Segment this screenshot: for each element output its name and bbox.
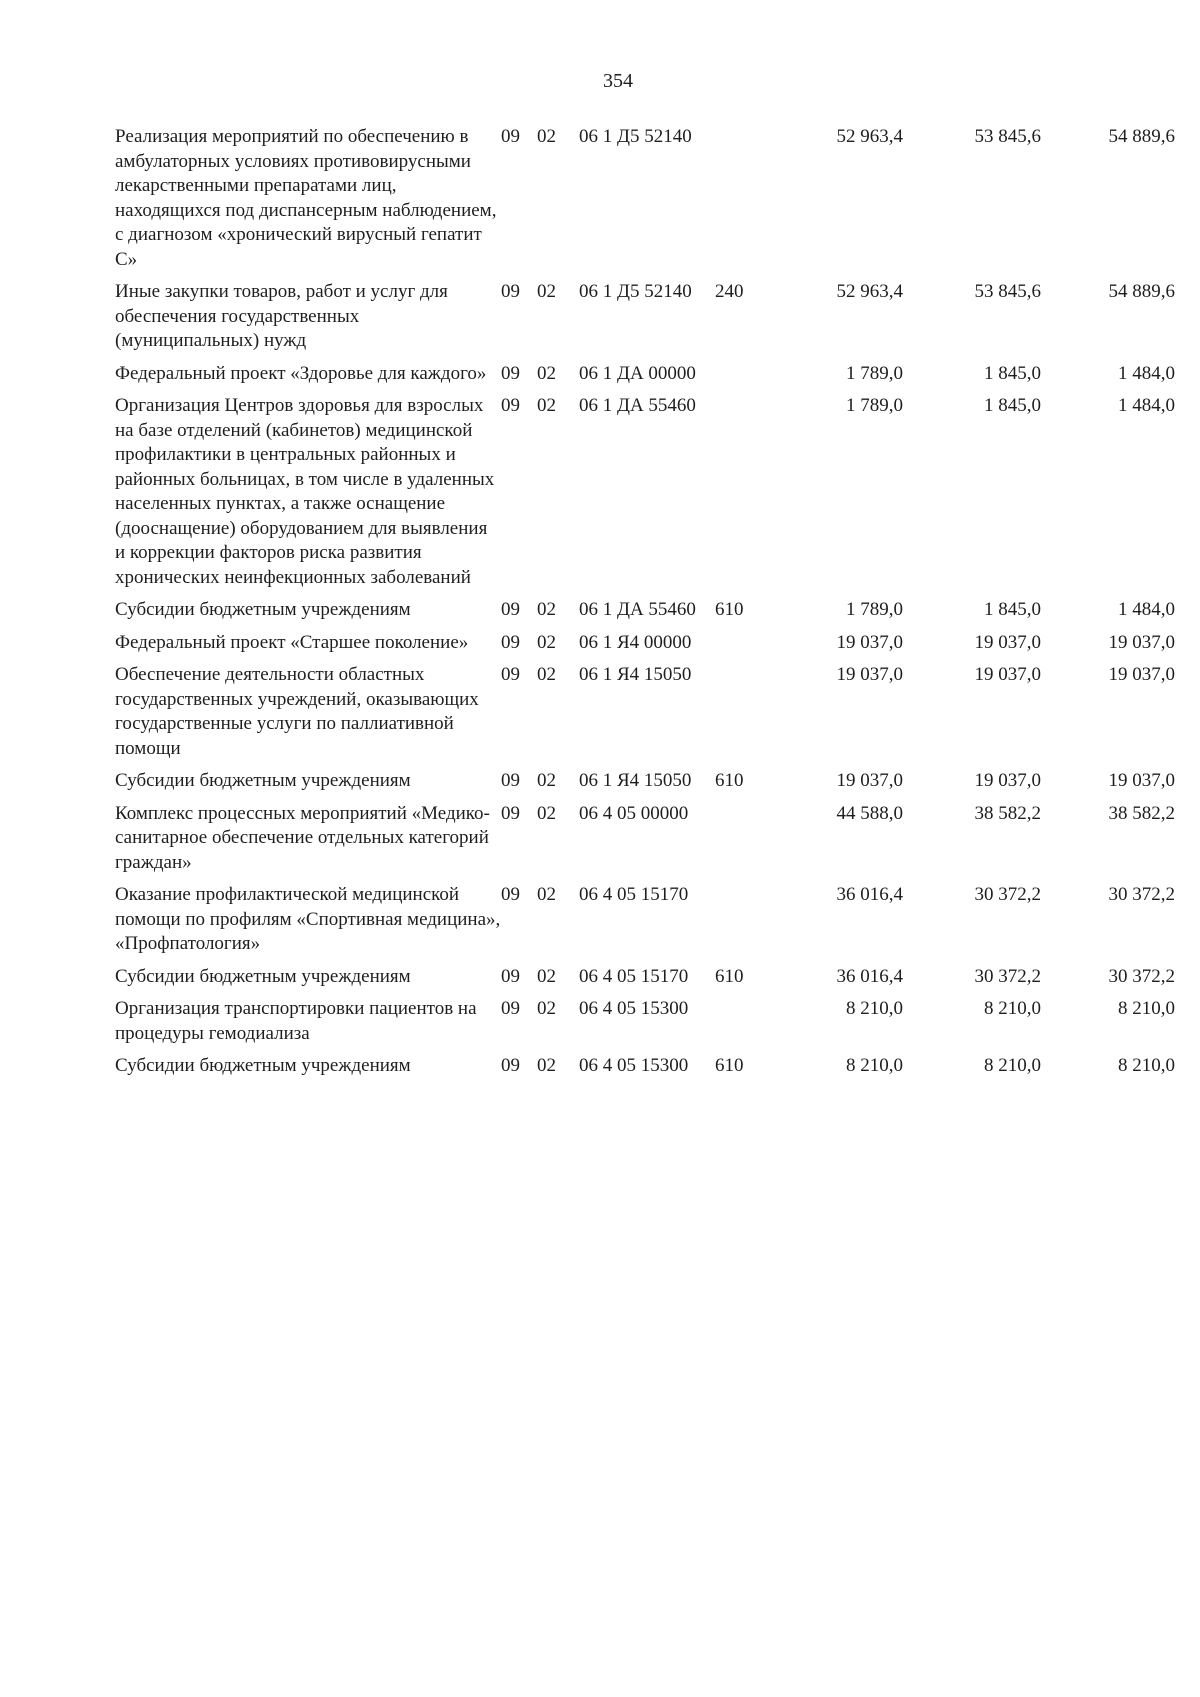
amount-year-1: 8 210,0 — [846, 998, 903, 1019]
expense-type-code — [709, 362, 765, 395]
page-number: 354 — [603, 70, 633, 92]
row-name: Организация Центров здоровья для взрослых на базе отделений (кабинетов) медицинской профилактики в центральных районных и районных больницах, в том числе в удаленных населенных пунктах, а также оснащение (дооснащение) оборудованием для выявления и коррекции факторов риска развития хронических неинфекционных заболеваний — [115, 395, 495, 588]
table-row — [115, 631, 1175, 664]
subsection-code: 02 — [537, 664, 556, 685]
expense-type-code — [709, 125, 765, 280]
subsection-code: 02 — [537, 599, 556, 620]
table-row — [115, 394, 1175, 598]
table-row — [115, 965, 1175, 998]
table-row — [115, 802, 1175, 884]
table-row — [115, 125, 1175, 280]
subsection-code: 02 — [537, 802, 556, 824]
amount-year-1: 36 016,4 — [836, 884, 903, 905]
section-code: 09 — [501, 281, 520, 302]
section-code: 09 — [501, 664, 520, 685]
section-code: 09 — [501, 362, 520, 384]
target-article-code: 06 1 Я4 15050 — [579, 664, 692, 685]
amount-year-1: 52 963,4 — [836, 281, 903, 302]
subsection-code: 02 — [537, 281, 556, 302]
subsection-code: 02 — [537, 770, 556, 791]
row-name: Реализация мероприятий по обеспечению в амбулаторных условиях противовирусными лекарственными препаратами лиц, находящихся под диспансерным наблюдением, с диагнозом «хронический вирусный гепатит С» — [115, 126, 497, 270]
table-row — [115, 997, 1175, 1054]
amount-year-3: 38 582,2 — [1108, 802, 1175, 824]
amount-year-3: 30 372,2 — [1108, 965, 1175, 987]
amount-year-1: 52 963,4 — [836, 126, 903, 147]
target-article-code: 06 1 ДА 55460 — [579, 395, 696, 416]
table-row — [115, 362, 1175, 395]
amount-year-1: 19 037,0 — [836, 770, 903, 791]
expense-type-code — [709, 631, 765, 664]
amount-year-2: 19 037,0 — [974, 664, 1041, 685]
amount-year-2: 19 037,0 — [974, 631, 1041, 653]
subsection-code: 02 — [537, 395, 556, 416]
section-code: 09 — [501, 631, 520, 653]
amount-year-2: 8 210,0 — [984, 998, 1041, 1019]
budget-table — [115, 125, 1175, 1087]
row-name: Федеральный проект «Старшее поколение» — [115, 631, 469, 653]
section-code: 09 — [501, 998, 520, 1019]
amount-year-3: 1 484,0 — [1118, 395, 1175, 416]
target-article-code: 06 4 05 00000 — [579, 802, 689, 824]
amount-year-1: 19 037,0 — [836, 664, 903, 685]
amount-year-2: 30 372,2 — [974, 884, 1041, 905]
amount-year-2: 53 845,6 — [974, 126, 1041, 147]
subsection-code: 02 — [537, 884, 556, 905]
amount-year-3: 1 484,0 — [1118, 362, 1175, 384]
row-name: Иные закупки товаров, работ и услуг для обеспечения государственных (муниципальных) нужд — [115, 281, 448, 351]
expense-type-code — [709, 997, 765, 1054]
amount-year-1: 36 016,4 — [836, 965, 903, 987]
target-article-code: 06 4 05 15170 — [579, 965, 689, 987]
expense-type-code: 610 — [715, 599, 744, 620]
target-article-code: 06 1 ДА 00000 — [579, 362, 696, 384]
expense-type-code — [709, 883, 765, 965]
amount-year-1: 8 210,0 — [846, 1055, 903, 1076]
amount-year-1: 1 789,0 — [846, 395, 903, 416]
amount-year-2: 38 582,2 — [974, 802, 1041, 824]
amount-year-2: 19 037,0 — [974, 770, 1041, 791]
amount-year-1: 19 037,0 — [836, 631, 903, 653]
table-row — [115, 280, 1175, 362]
subsection-code: 02 — [537, 362, 556, 384]
amount-year-3: 54 889,6 — [1108, 281, 1175, 302]
amount-year-2: 8 210,0 — [984, 1055, 1041, 1076]
amount-year-3: 19 037,0 — [1108, 770, 1175, 791]
table-row — [115, 883, 1175, 965]
row-name: Обеспечение деятельности областных государственных учреждений, оказывающих государственные услуги по паллиативной помощи — [115, 664, 479, 759]
subsection-code: 02 — [537, 1055, 556, 1076]
amount-year-3: 30 372,2 — [1108, 884, 1175, 905]
subsection-code: 02 — [537, 998, 556, 1019]
section-code: 09 — [501, 965, 520, 987]
row-name: Субсидии бюджетным учреждениям — [115, 599, 411, 620]
expense-type-code — [709, 394, 765, 598]
table-row — [115, 598, 1175, 631]
section-code: 09 — [501, 599, 520, 620]
subsection-code: 02 — [537, 631, 556, 653]
section-code: 09 — [501, 395, 520, 416]
row-name: Субсидии бюджетным учреждениям — [115, 1055, 411, 1076]
amount-year-1: 1 789,0 — [846, 362, 903, 384]
target-article-code: 06 4 05 15300 — [579, 1055, 689, 1076]
target-article-code: 06 4 05 15170 — [579, 884, 689, 905]
row-name: Комплекс процессных мероприятий «Медико-санитарное обеспечение отдельных категорий граждан» — [115, 802, 490, 873]
amount-year-2: 53 845,6 — [974, 281, 1041, 302]
table-body — [115, 125, 1175, 1087]
section-code: 09 — [501, 126, 520, 147]
expense-type-code: 610 — [715, 1055, 744, 1076]
amount-year-1: 44 588,0 — [836, 802, 903, 824]
amount-year-3: 1 484,0 — [1118, 599, 1175, 620]
amount-year-3: 8 210,0 — [1118, 1055, 1175, 1076]
section-code: 09 — [501, 884, 520, 905]
amount-year-1: 1 789,0 — [846, 599, 903, 620]
amount-year-2: 1 845,0 — [984, 599, 1041, 620]
expense-type-code — [709, 663, 765, 769]
section-code: 09 — [501, 802, 520, 824]
amount-year-3: 8 210,0 — [1118, 998, 1175, 1019]
table-row — [115, 769, 1175, 802]
row-name: Оказание профилактической медицинской помощи по профилям «Спортивная медицина», «Профпатология» — [115, 884, 501, 954]
amount-year-3: 54 889,6 — [1108, 126, 1175, 147]
target-article-code: 06 1 Я4 15050 — [579, 770, 692, 791]
section-code: 09 — [501, 770, 520, 791]
amount-year-3: 19 037,0 — [1108, 631, 1175, 653]
target-article-code: 06 1 ДА 55460 — [579, 599, 696, 620]
expense-type-code: 240 — [715, 281, 744, 302]
target-article-code: 06 1 Я4 00000 — [579, 631, 692, 653]
amount-year-3: 19 037,0 — [1108, 664, 1175, 685]
row-name: Организация транспортировки пациентов на процедуры гемодиализа — [115, 998, 477, 1044]
target-article-code: 06 4 05 15300 — [579, 998, 689, 1019]
row-name: Федеральный проект «Здоровье для каждого» — [115, 362, 487, 384]
row-name: Субсидии бюджетным учреждениям — [115, 770, 411, 791]
amount-year-2: 30 372,2 — [974, 965, 1041, 987]
table-row — [115, 663, 1175, 769]
section-code: 09 — [501, 1055, 520, 1076]
expense-type-code — [709, 802, 765, 884]
subsection-code: 02 — [537, 965, 556, 987]
subsection-code: 02 — [537, 126, 556, 147]
amount-year-2: 1 845,0 — [984, 395, 1041, 416]
row-name: Субсидии бюджетным учреждениям — [115, 965, 411, 987]
target-article-code: 06 1 Д5 52140 — [579, 281, 692, 302]
table-row — [115, 1054, 1175, 1087]
amount-year-2: 1 845,0 — [984, 362, 1041, 384]
expense-type-code: 610 — [715, 965, 744, 987]
expense-type-code: 610 — [715, 770, 744, 791]
target-article-code: 06 1 Д5 52140 — [579, 126, 692, 147]
